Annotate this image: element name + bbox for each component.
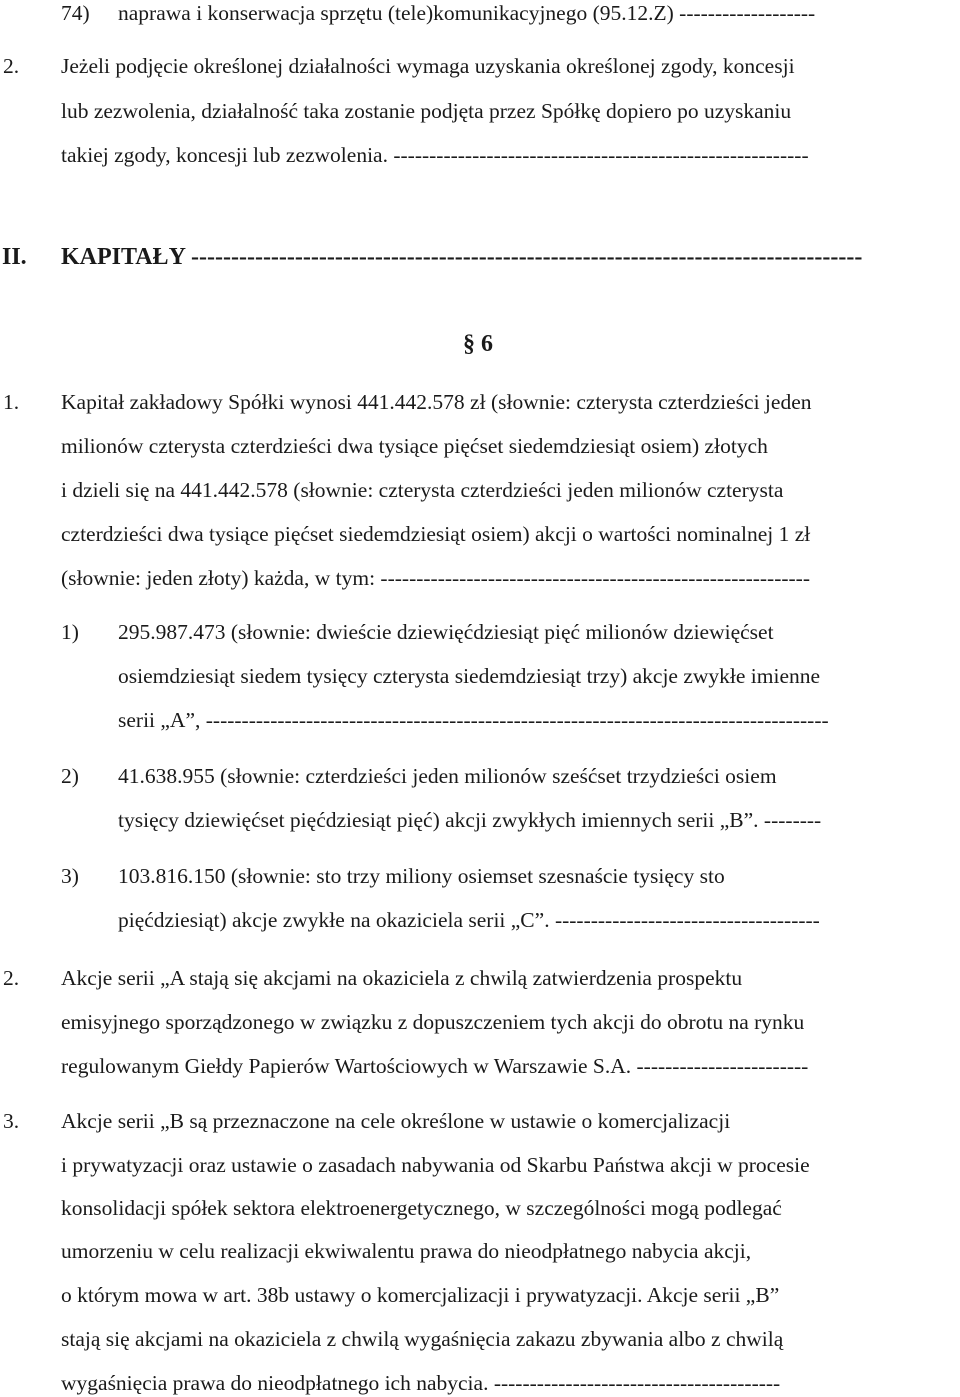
text-line: o którym mowa w art. 38b ustawy o komercjalizacji i prywatyzacji. Akcje serii „B”	[61, 1283, 780, 1307]
text-line: (słownie: jeden złoty) każda, w tym: ------------------------------------------------------------	[61, 566, 811, 590]
paragraph-number: 2.	[3, 54, 20, 78]
text-line: osiemdziesiąt siedem tysięcy czterysta siedemdziesiąt trzy) akcje zwykłe imienne	[118, 664, 821, 688]
text-line: konsolidacji spółek sektora elektroenergetycznego, w szczególności mogą podlegać	[61, 1196, 782, 1220]
list-number: 2)	[61, 764, 79, 788]
text-line: tysięcy dziewięćset pięćdziesiąt pięć) akcji zwykłych imiennych serii „B”. --------	[118, 808, 822, 832]
paragraph-number: 3.	[3, 1109, 20, 1133]
text-line: czterdzieści dwa tysiące pięćset siedemdziesiąt osiem) akcji o wartości nominalnej 1 zł	[61, 522, 811, 546]
list-number: 1)	[61, 620, 79, 644]
text-line: Kapitał zakładowy Spółki wynosi 441.442.578 zł (słownie: czterysta czterdzieści jeden	[61, 390, 812, 414]
list-number: 74)	[61, 1, 90, 25]
text-line: Akcje serii „A stają się akcjami na okaziciela z chwilą zatwierdzenia prospektu	[61, 966, 743, 990]
text-line: i prywatyzacji oraz ustawie o zasadach nabywania od Skarbu Państwa akcji w procesie	[61, 1153, 810, 1177]
section-title: KAPITAŁY ------------------------------------------------------------------------------------	[61, 244, 863, 270]
text-line	[61, 52, 955, 80]
text-line: lub zezwolenia, działalność taka zostanie podjęta przez Spółkę dopiero po uzyskaniu	[61, 99, 792, 123]
paragraph-number: 2.	[3, 966, 20, 990]
text-line: regulowanym Giełdy Papierów Wartościowych w Warszawie S.A. ------------------------	[61, 1054, 809, 1078]
text-line: wygaśnięcia prawa do nieodpłatnego ich nabycia. ----------------------------------------	[61, 1371, 781, 1395]
list-text: naprawa i konserwacja sprzętu (tele)komunikacyjnego (95.12.Z) -------------------	[118, 1, 816, 25]
list-number: 3)	[61, 864, 79, 888]
text-line: takiej zgody, koncesji lub zezwolenia. ----------------------------------------------------------	[61, 143, 809, 167]
text-line-content: Jeżeli podjęcie określonej działalności wymaga uzyskania określonej zgody, koncesji	[61, 54, 795, 78]
text-line: pięćdziesiąt) akcje zwykłe na okaziciela serii „C”. -------------------------------------	[118, 908, 820, 932]
text-line: 295.987.473 (słownie: dwieście dziewięćdziesiąt pięć milionów dziewięćset	[118, 620, 774, 644]
text-line: milionów czterysta czterdzieści dwa tysiące pięćset siedemdziesiąt osiem) złotych	[61, 434, 768, 458]
section-number: II.	[2, 244, 27, 270]
text-line: Akcje serii „B są przeznaczone na cele określone w ustawie o komercjalizacji	[61, 1109, 731, 1133]
text-line: stają się akcjami na okaziciela z chwilą wygaśnięcia zakazu zbywania albo z chwilą	[61, 1327, 784, 1351]
text-line: 103.816.150 (słownie: sto trzy miliony osiemset szesnaście tysięcy sto	[118, 864, 725, 888]
text-line: emisyjnego sporządzonego w związku z dopuszczeniem tych akcji do obrotu na rynku	[61, 1010, 805, 1034]
text-line: 41.638.955 (słownie: czterdzieści jeden milionów sześćset trzydzieści osiem	[118, 764, 777, 788]
paragraph-mark: § 6	[463, 331, 493, 357]
text-line: umorzeniu w celu realizacji ekwiwalentu prawa do nieodpłatnego nabycia akcji,	[61, 1239, 752, 1263]
text-line: i dzieli się na 441.442.578 (słownie: czterysta czterdzieści jeden milionów czterysta	[61, 478, 784, 502]
paragraph-number: 1.	[3, 390, 20, 414]
text-line: serii „A”, ---------------------------------------------------------------------------------------	[118, 708, 829, 732]
